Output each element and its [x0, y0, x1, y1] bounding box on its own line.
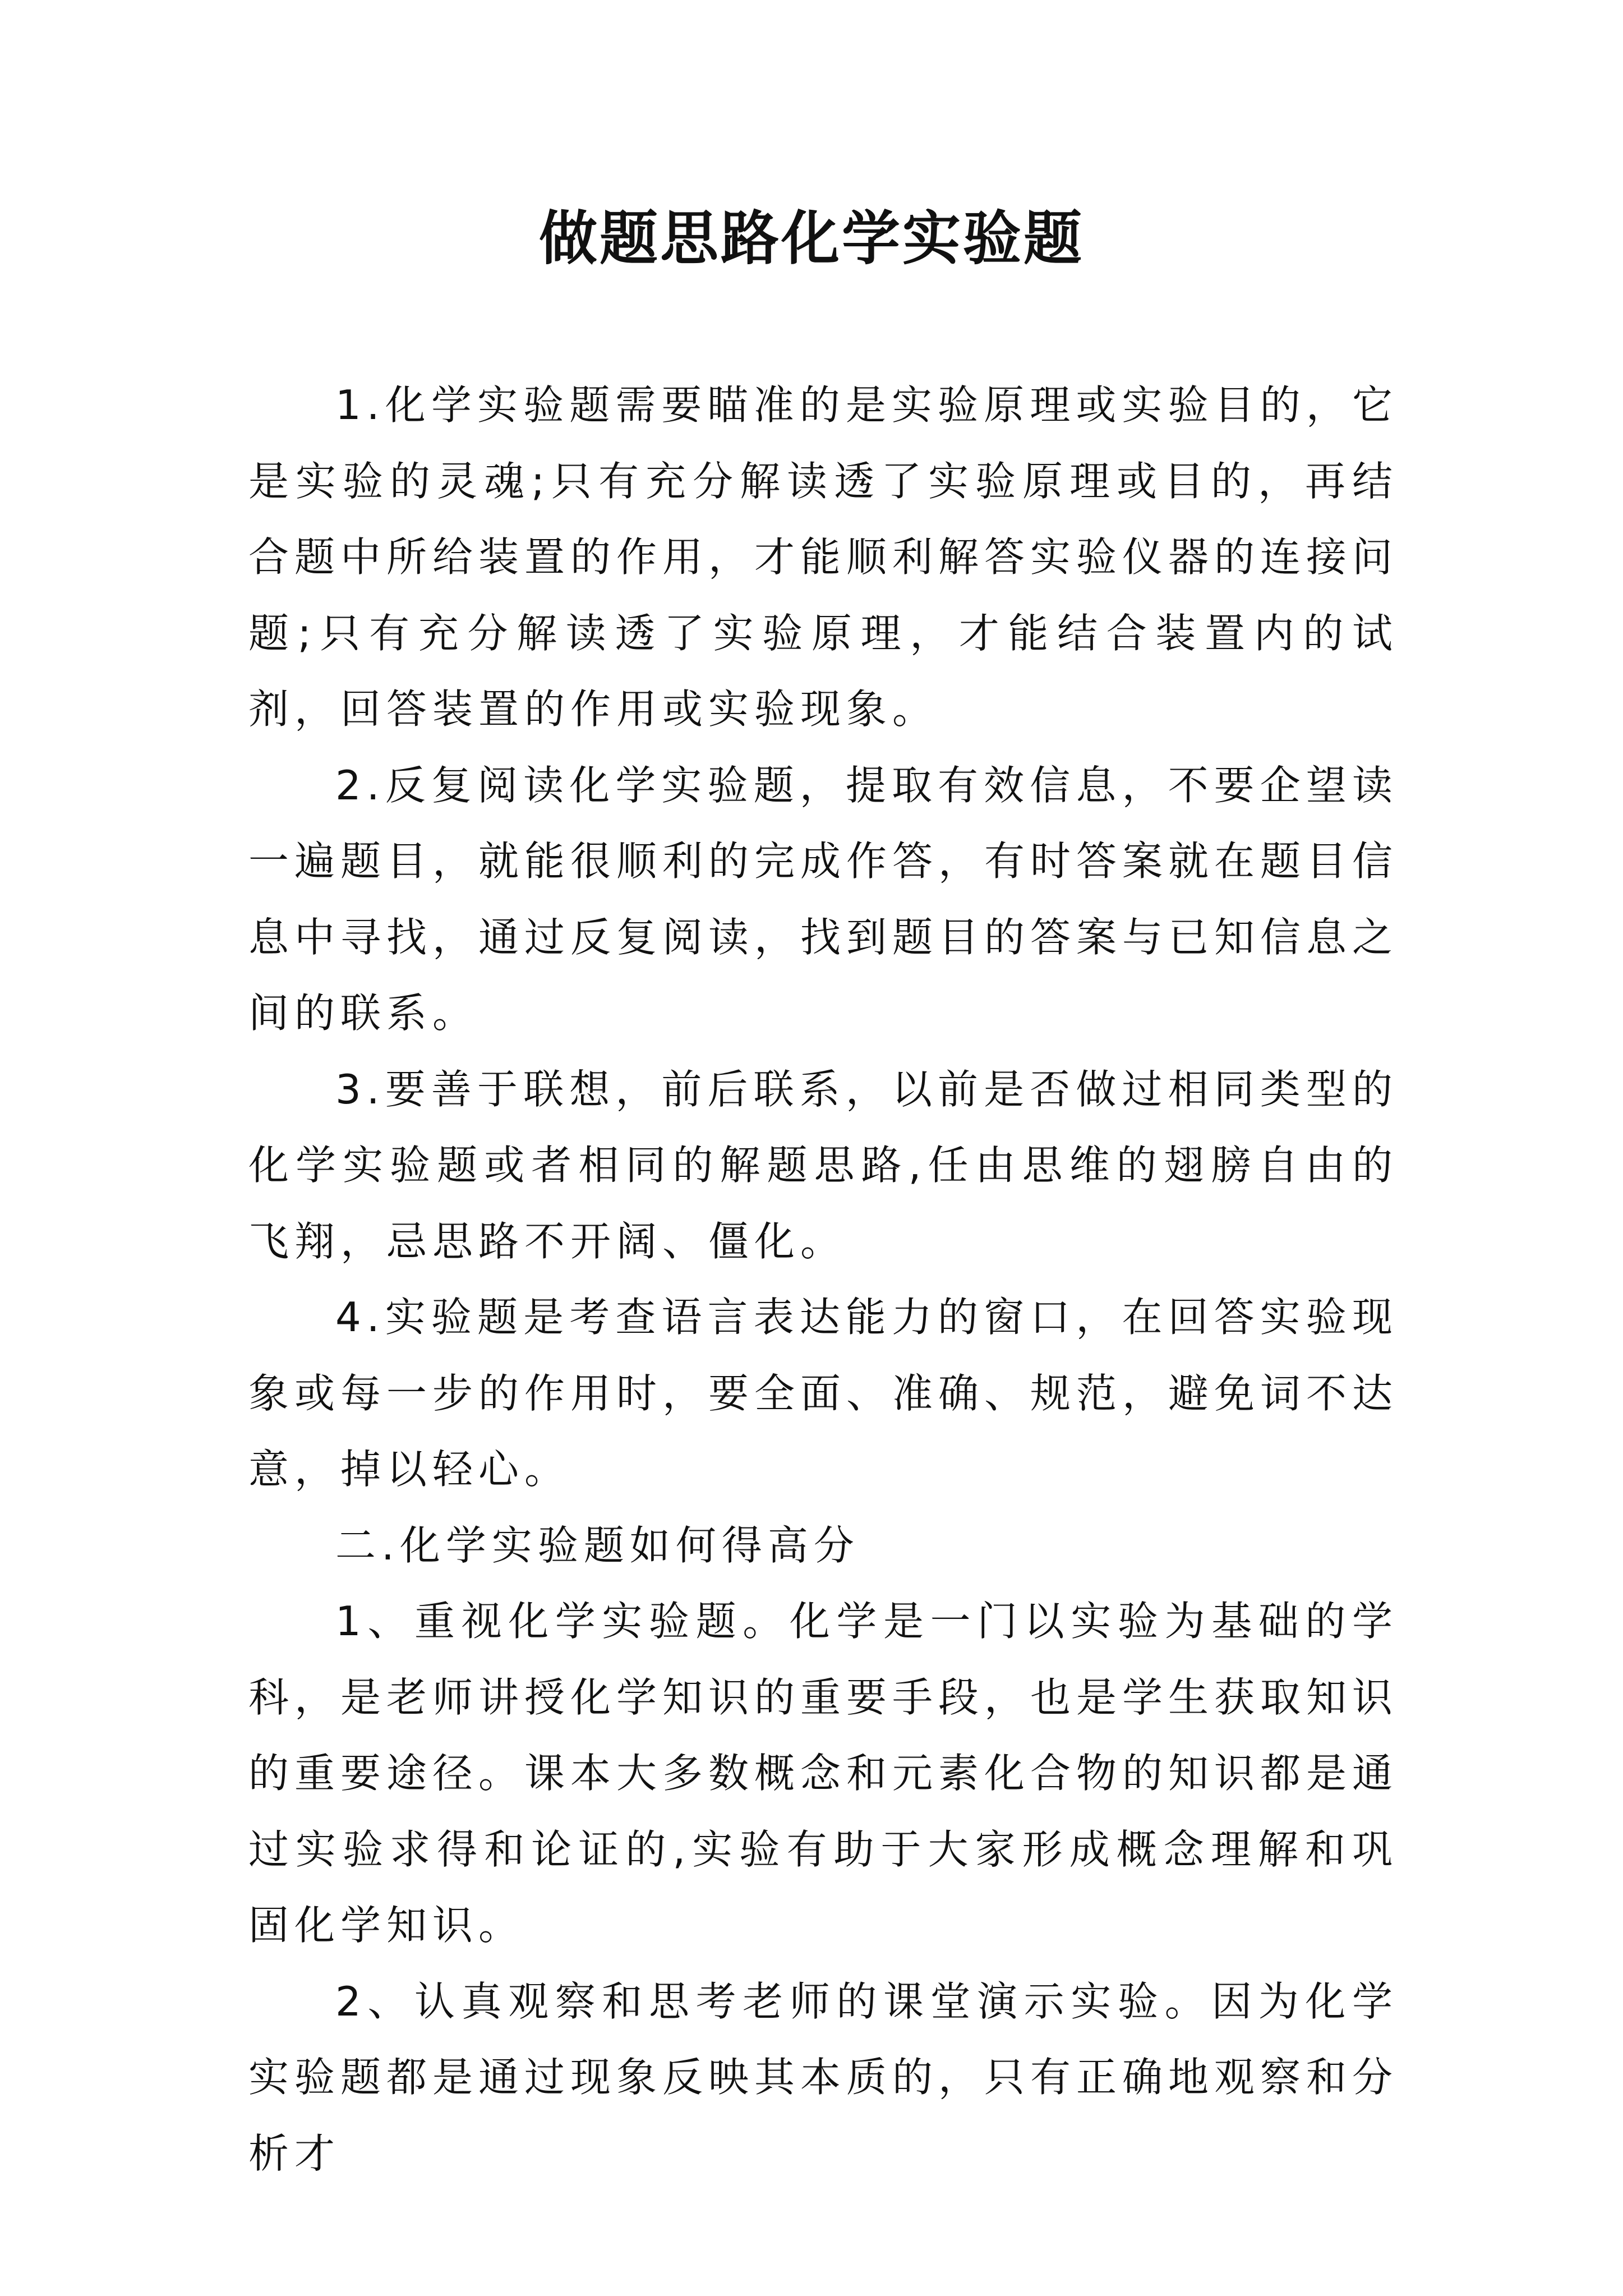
paragraph-expression: 4.实验题是考查语言表达能力的窗口，在回答实验现象或每一步的作用时，要全面、准确、规范，避免词不达意，掉以轻心。	[248, 1294, 1399, 1493]
paragraph-observation: 2、认真观察和思考老师的课堂演示实验。因为化学实验题都是通过现象反映其本质的，只有正确地观察和分析才	[248, 1977, 1399, 2177]
document-body	[248, 367, 1398, 2192]
document-title: 做题思路化学实验题	[538, 204, 1084, 273]
paragraph-reading: 2.反复阅读化学实验题，提取有效信息，不要企望读一遍题目，就能很顺利的完成作答，有时答案就在题目信息中寻找，通过反复阅读，找到题目的答案与已知信息之间的联系。	[248, 761, 1399, 1037]
paragraph-importance: 1、重视化学实验题。化学是一门以实验为基础的学科，是老师讲授化学知识的重要手段，也是学生获取知识的重要途径。课本大多数概念和元素化合物的知识都是通过实验求得和论证的,实验有助于大家形成概念理解和巩固化学知识。	[248, 1598, 1399, 1949]
section-heading-high-score: 二.化学实验题如何得高分	[335, 1521, 860, 1569]
paragraph-principle: 1.化学实验题需要瞄准的是实验原理或实验目的，它是实验的灵魂;只有充分解读透了实验原理或目的，再结合题中所给装置的作用，才能顺利解答实验仪器的连接问题;只有充分解读透了实验原理，才能结合装置内的试剂，回答装置的作用或实验现象。	[248, 381, 1399, 733]
paragraph-association: 3.要善于联想，前后联系，以前是否做过相同类型的化学实验题或者相同的解题思路,任由思维的翅膀自由的飞翔，忌思路不开阔、僵化。	[248, 1065, 1398, 1265]
